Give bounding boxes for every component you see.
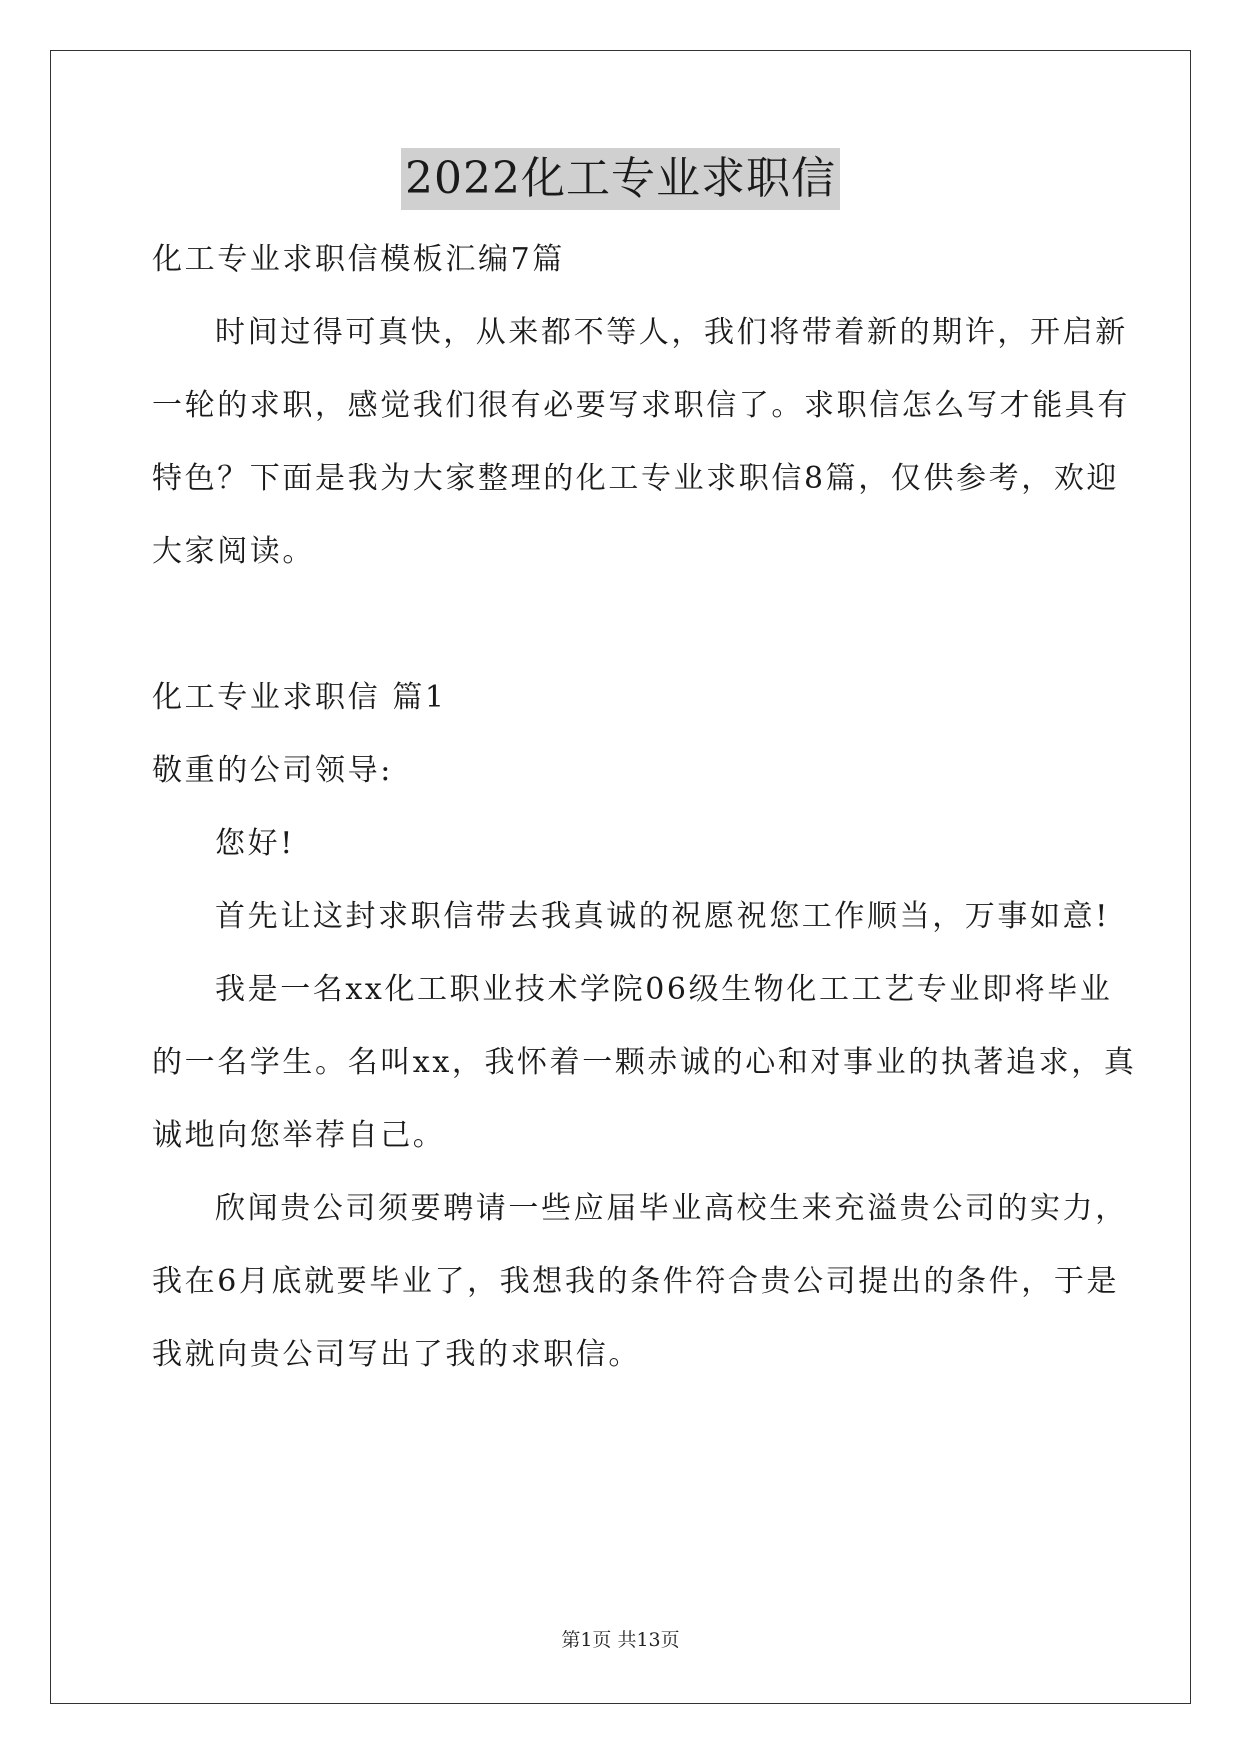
body-line: 首先让这封求职信带去我真诚的祝愿祝您工作顺当，万事如意! bbox=[215, 899, 1110, 934]
salutation: 敬重的公司领导: bbox=[152, 753, 393, 788]
body-line: 诚地向您举荐自己。 bbox=[152, 1118, 446, 1153]
intro-line: 一轮的求职，感觉我们很有必要写求职信了。求职信怎么写才能具有 bbox=[152, 388, 1130, 423]
page-border bbox=[50, 50, 1191, 1704]
body-line: 我是一名xx化工职业技术学院06级生物化工工艺专业即将毕业 bbox=[215, 972, 1113, 1007]
intro-line: 时间过得可真快，从来都不等人，我们将带着新的期许，开启新 bbox=[215, 315, 1128, 350]
section-heading: 化工专业求职信 篇1 bbox=[152, 680, 447, 715]
body-line: 的一名学生。名叫xx，我怀着一颗赤诚的心和对事业的执著追求，真 bbox=[152, 1045, 1137, 1080]
body-line: 我在6月底就要毕业了，我想我的条件符合贵公司提出的条件，于是 bbox=[152, 1264, 1120, 1299]
document-title: 2022化工专业求职信 bbox=[401, 148, 840, 210]
intro-line: 大家阅读。 bbox=[152, 534, 315, 569]
greeting: 您好! bbox=[215, 826, 295, 861]
document-subtitle: 化工专业求职信模板汇编7篇 bbox=[152, 242, 565, 277]
body-line: 欣闻贵公司须要聘请一些应届毕业高校生来充溢贵公司的实力， bbox=[215, 1191, 1128, 1226]
page-footer: 第1页 共13页 bbox=[561, 1629, 680, 1651]
body-line: 我就向贵公司写出了我的求职信。 bbox=[152, 1337, 641, 1372]
intro-line: 特色？下面是我为大家整理的化工专业求职信8篇，仅供参考，欢迎 bbox=[152, 461, 1120, 496]
title-container bbox=[0, 148, 1241, 210]
